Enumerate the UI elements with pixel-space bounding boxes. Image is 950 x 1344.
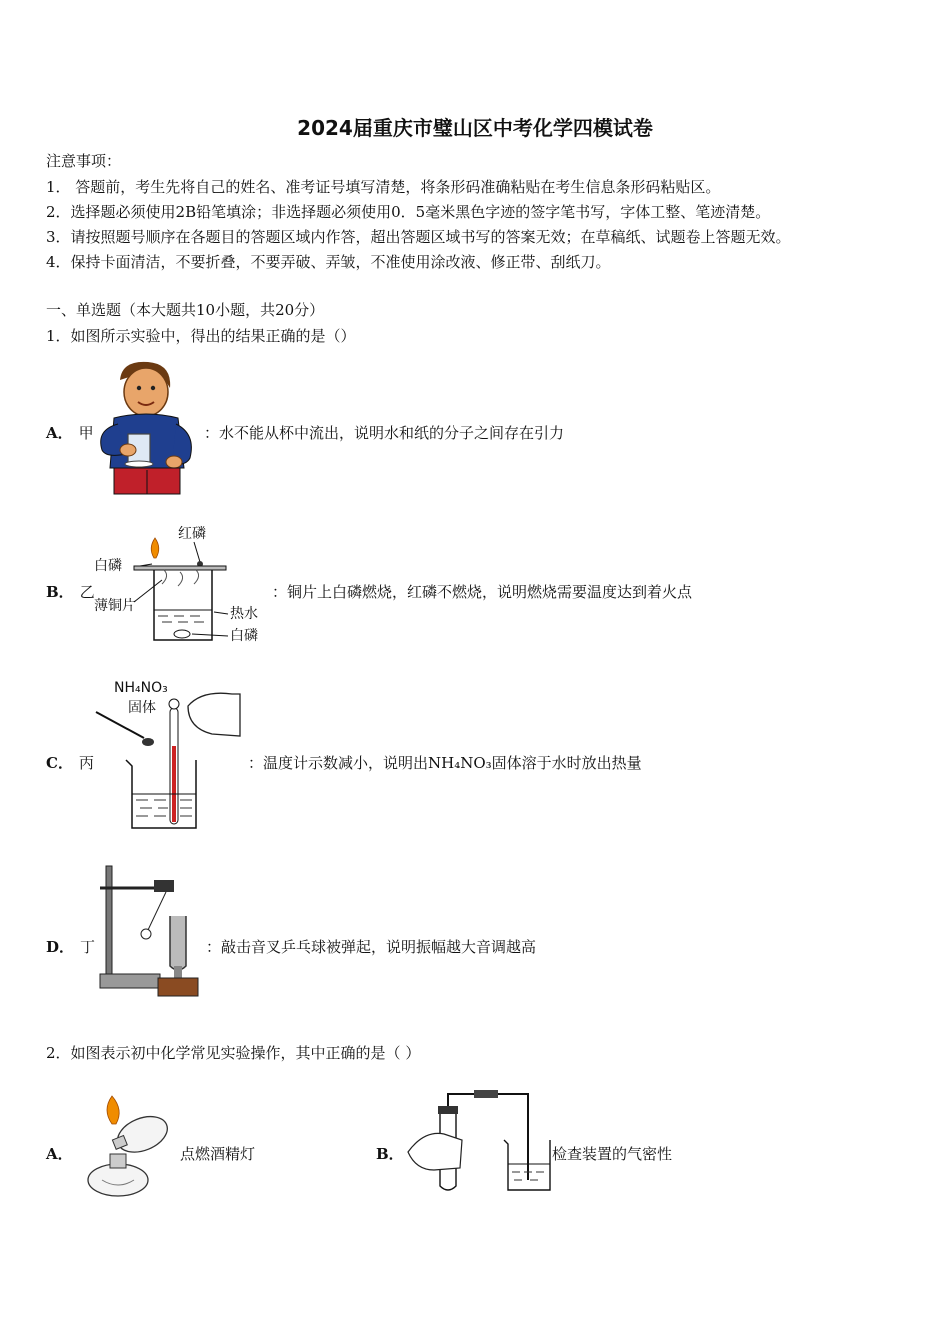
hand-shape bbox=[188, 693, 240, 736]
label-nh4no3: NH₄NO₃ bbox=[114, 680, 168, 696]
alcohol-lamp-figure bbox=[78, 1094, 176, 1200]
option-letter: A． bbox=[46, 424, 73, 442]
q1-option-c-text: ：温度计示数减小，说明出NH₄NO₃固体溶于水时放出热量 bbox=[248, 754, 642, 772]
flame-icon bbox=[107, 1096, 119, 1124]
q2-option-b-text: 检查装置的气密性 bbox=[552, 1145, 673, 1163]
hand-shape bbox=[408, 1133, 462, 1170]
q1-option-a-text: ：水不能从杯中流出，说明水和纸的分子之间存在引力 bbox=[204, 424, 565, 442]
notice-item: 2．选择题必须使用2B铅笔填涂；非选择题必须使用0．5毫米黑色字迹的签字笔书写，字体工整、笔迹清楚。 bbox=[46, 203, 771, 221]
label-red-phosphorus: 红磷 bbox=[178, 526, 206, 542]
q2-option-b-letter: B． bbox=[376, 1145, 404, 1163]
label-copper-sheet: 薄铜片 bbox=[94, 598, 136, 614]
stand-base bbox=[100, 974, 160, 988]
q1-option-c bbox=[46, 752, 94, 773]
ping-pong-ball bbox=[141, 929, 151, 939]
label-hot-water: 热水 bbox=[230, 606, 258, 622]
wood-block bbox=[158, 978, 198, 996]
notice-item: 4．保持卡面清洁，不要折叠，不要弄破、弄皱，不准使用涂改液、修正带、刮纸刀。 bbox=[46, 253, 611, 271]
option-name: 丁 bbox=[80, 938, 96, 956]
tuning-fork-figure bbox=[96, 862, 206, 998]
section-heading: 一、单选题（本大题共10小题，共20分） bbox=[46, 301, 325, 319]
stand-rod bbox=[106, 866, 112, 978]
thermometer-beaker-figure bbox=[92, 676, 248, 832]
flame-icon bbox=[151, 538, 159, 558]
q2-option-a-text: 点燃酒精灯 bbox=[180, 1145, 256, 1163]
label-white-phosphorus-bottom: 白磷 bbox=[230, 628, 258, 644]
tuning-fork-shape bbox=[170, 916, 186, 970]
option-letter: D． bbox=[46, 938, 75, 956]
boy-experiment-figure bbox=[92, 358, 204, 496]
option-name: 丙 bbox=[78, 754, 94, 772]
q1-option-a bbox=[46, 422, 94, 443]
option-name: 乙 bbox=[79, 583, 95, 601]
notice-item: 3．请按照题号顺序在各题目的答题区域内作答，超出答题区域书写的答案无效；在草稿纸、试题卷上答题无效。 bbox=[46, 228, 791, 246]
label-solid: 固体 bbox=[128, 700, 156, 716]
option-letter: C． bbox=[46, 754, 73, 772]
notice-item: 1． 答题前，考生先将自己的姓名、准考证号填写清楚，将条形码准确粘贴在考生信息条形码粘贴区。 bbox=[46, 178, 721, 196]
q1-option-d-text: ：敲击音叉乒乓球被弹起，说明振幅越大音调越高 bbox=[206, 938, 537, 956]
copper-sheet bbox=[134, 566, 226, 570]
question-stem-1: 1．如图所示实验中，得出的结果正确的是（） bbox=[46, 327, 356, 345]
q2-option-a-letter: A． bbox=[46, 1145, 73, 1163]
option-name: 甲 bbox=[78, 424, 94, 442]
airtightness-check-figure bbox=[404, 1086, 554, 1196]
question-stem-2: 2．如图表示初中化学常见实验操作，其中正确的是（ ） bbox=[46, 1044, 421, 1062]
beaker-shape bbox=[154, 570, 212, 640]
lamp-body bbox=[88, 1164, 148, 1196]
option-letter: B． bbox=[46, 583, 74, 601]
phosphorus-combustion-figure bbox=[92, 520, 272, 650]
q1-option-d bbox=[46, 936, 95, 957]
page-title: 2024届重庆市璧山区中考化学四模试卷 bbox=[297, 116, 653, 140]
notice-heading: 注意事项： bbox=[46, 152, 122, 170]
face-shape bbox=[124, 368, 168, 416]
q1-option-b-text: ：铜片上白磷燃烧，红磷不燃烧，说明燃烧需要温度达到着火点 bbox=[272, 583, 693, 601]
label-white-phosphorus-top: 白磷 bbox=[94, 558, 122, 574]
q1-option-b bbox=[46, 581, 95, 602]
